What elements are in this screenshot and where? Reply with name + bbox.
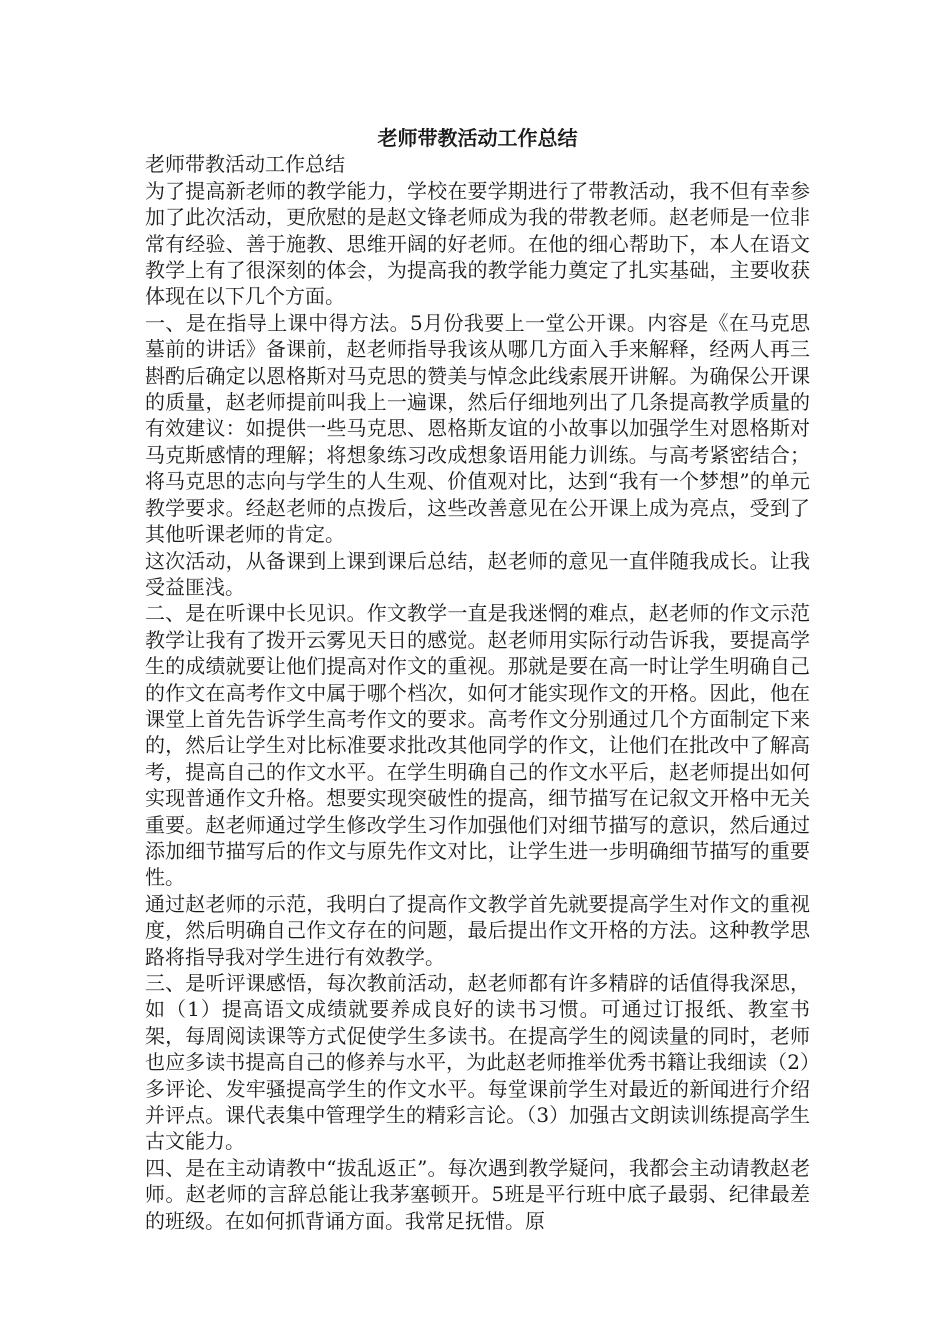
section-three-paragraph: 三、是听评课感悟，每次教前活动，赵老师都有许多精辟的话值得我深思，如（1）提高语文成绩就要养成良好的读书习惯。可通过订报纸、教室书架，每周阅读课等方式促使学生多读书。在提高学生的阅读量的同时，老师也应多读书提高自己的修养与水平，为此赵老师推举优秀书籍让我细读（2） 多评论、发牢骚提高学生的作文水平。每堂课前学生对最近的新闻进行介绍并评点。课代表集中管理学生的精彩言论。（3）加强古文朗读训练提高学生古文能力。 — [145, 971, 830, 1154]
document-title: 老师带教活动工作总结 — [377, 126, 578, 150]
section-two-summary-paragraph: 通过赵老师的示范，我明白了提高作文教学首先就要提高学生对作文的重视度，然后明确自己作文存在的问题，最后提出作文开格的方法。这种教学思路将指导我对学生进行有效教学。 — [145, 891, 810, 969]
subtitle-paragraph: 老师带教活动工作总结 — [145, 152, 345, 177]
section-one-paragraph: 一、是在指导上课中得方法。5月份我要上一堂公开课。内容是《在马克思墓前的讲话》备课前，赵老师指导我该从哪几方面入手来解释，经两人再三斟酌后确定以恩格斯对马克思的赞美与悼念此线索展开讲解。为确保公开课的质量，赵老师提前叫我上一遍课，然后仔细地列出了几条提高教学质量的有效建议：如提供一些马克思、恩格斯友谊的小故事以加强学生对恩格斯对马克斯感情的理解；将想象练习改成想象语用能力训练。与高考紧密结合；将马克思的志向与学生的人生观、价值观对比，达到“我有一个梦想”的单元教学要求。经赵老师的点拨后，这些改善意见在公开课上成为亮点，受到了其他听课老师的肯定。 — [145, 310, 810, 547]
document-content — [145, 125, 830, 1234]
section-one-summary-paragraph: 这次活动，从备课到上课到课后总结，赵老师的意见一直伴随我成长。让我受益匪浅。 — [145, 548, 810, 599]
intro-paragraph: 为了提高新老师的教学能力，学校在要学期进行了带教活动，我不但有幸参加了此次活动，更欣慰的是赵文锋老师成为我的带教老师。赵老师是一位非常有经验、善于施教、思维开阔的好老师。在他的细心帮助下，本人在语文教学上有了很深刻的体会，为提高我的教学能力奠定了扎实基础，主要收获体现在以下几个方面。 — [145, 178, 810, 309]
section-four-paragraph: 四、是在主动请教中“拔乱返正”。每次遇到教学疑问，我都会主动请教赵老师。赵老师的言辞总能让我茅塞顿开。5班是平行班中底子最弱、纪律最差的班级。在如何抓背诵方面。我常足抚惜。原 — [145, 1155, 810, 1233]
section-two-paragraph: 二、是在听课中长见识。作文教学一直是我迷惘的难点，赵老师的作文示范教学让我有了拨开云雾见天日的感觉。赵老师用实际行动告诉我，要提高学生的成绩就要让他们提高对作文的重视。那就是要在高一时让学生明确自己的作文在高考作文中属于哪个档次，如何才能实现作文的开格。因此，他在课堂上首先告诉学生高考作文的要求。高考作文分别通过几个方面制定下来的，然后让学生对比标准要求批改其他同学的作文，让他们在批改中了解高考，提高自己的作文水平。在学生明确自己的作文水平后，赵老师提出如何实现普通作文升格。想要实现突破性的提高，细节描写在记叙文开格中无关重要。赵老师通过学生修改学生习作加强他们对细节描写的意识，然后通过添加细节描写后的作文与原先作文对比，让学生进一步明确细节描写的重要性。 — [145, 601, 810, 890]
